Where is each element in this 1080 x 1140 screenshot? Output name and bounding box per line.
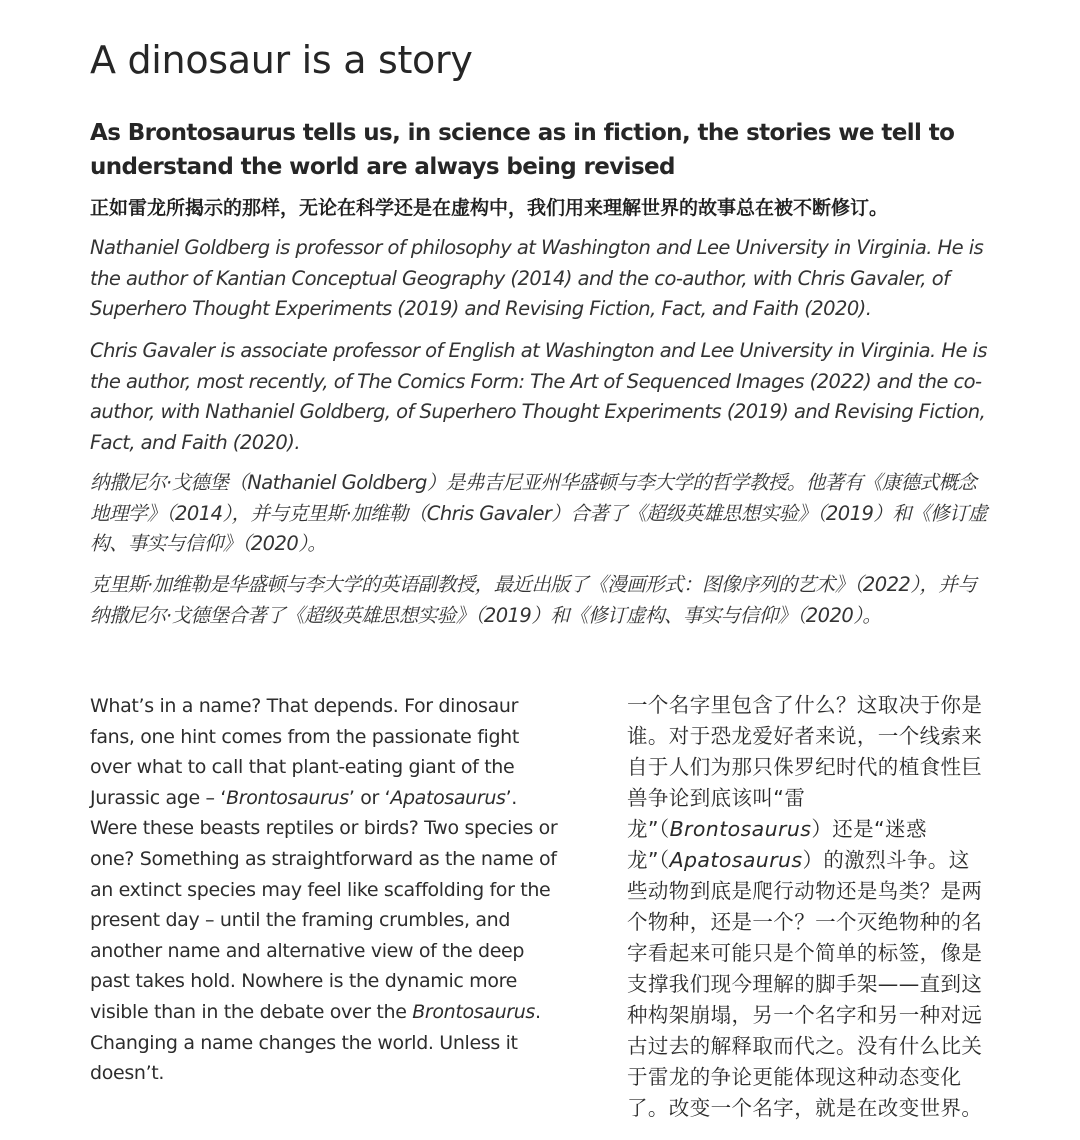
body-text: 一个名字里包含了什么？这取决于你是谁。对于恐龙爱好者来说，一个线索来自于人们为那只侏罗纪时代的植食性巨兽争论到底该叫“雷龙”（ bbox=[627, 693, 983, 841]
body-english-column bbox=[90, 691, 560, 1089]
article-title: A dinosaur is a story bbox=[90, 38, 473, 82]
body-text: ）还是“迷惑龙”（ bbox=[627, 817, 927, 872]
article-subtitle-chinese: 正如雷龙所揭示的那样，无论在科学还是在虚构中，我们用来理解世界的故事总在被不断修订。 bbox=[90, 197, 889, 219]
body-text: ’ or ‘ bbox=[348, 786, 391, 809]
species-name: Brontosaurus bbox=[412, 1000, 535, 1023]
species-name: Brontosaurus bbox=[669, 817, 812, 841]
article-subtitle: As Brontosaurus tells us, in science as in fiction, the stories we tell to understand the world are always being revised bbox=[90, 120, 955, 180]
author-bio-gavaler: Chris Gavaler is associate professor of English at Washington and Lee University in Virginia. He is the author, most recently, of The Comics Form: The Art of Sequenced Images (2022) and the co-author, with Nathaniel Goldberg, of Superhero Thought Experiments (2019) and Revising Fiction, Fact, and Faith (2020). bbox=[90, 339, 988, 454]
body-text: What’s in a name? That depends. For dinosaur fans, one hint comes from the passionate fight over what to call that plant-eating giant of the Jurassic age – ‘ bbox=[90, 695, 519, 809]
species-name: Apatosaurus bbox=[390, 786, 506, 809]
species-name: Apatosaurus bbox=[669, 848, 803, 872]
author-bio-gavaler-chinese: 克里斯·加维勒是华盛顿与李大学的英语副教授，最近出版了《漫画形式：图像序列的艺术》（2022），并与纳撒尼尔·戈德堡合著了《超级英雄思想实验》（2019）和《修订虚构、事实与信仰》（2020）。 bbox=[90, 573, 977, 627]
species-name: Brontosaurus bbox=[226, 786, 349, 809]
body-chinese-column bbox=[627, 690, 987, 1124]
author-bio-goldberg: Nathaniel Goldberg is professor of philosophy at Washington and Lee University in Virginia. He is the author of Kantian Conceptual Geography (2014) and the co-author, with Chris Gavaler, of Superhero Thought Experiments (2019) and Revising Fiction, Fact, and Faith (2020). bbox=[90, 236, 984, 320]
author-bio-goldberg-chinese: 纳撒尼尔·戈德堡（Nathaniel Goldberg）是弗吉尼亚州华盛顿与李大学的哲学教授。他著有《康德式概念地理学》（2014），并与克里斯·加维勒（Chris Gavaler）合著了《超级英雄思想实验》（2019）和《修订虚构、事实与信仰》（2020）。 bbox=[90, 471, 988, 555]
body-text: . Changing a name changes the world. Unless it doesn’t. bbox=[90, 1000, 541, 1085]
body-text: ）的激烈斗争。这些动物到底是爬行动物还是鸟类？是两个物种，还是一个？一个灭绝物种的名字看起来可能只是个简单的标签，像是支撑我们现今理解的脚手架——直到这种构架崩塌，另一个名字和另一种对远古过去的解释取而代之。没有什么比关于雷龙的争论更能体现这种动态变化了。改变一个名字，就是在改变世界。 bbox=[627, 848, 983, 1120]
body-text: ’. Were these beasts reptiles or birds? Two species or one? Something as straightforward as the name of an extinct species may feel like scaffolding for the present day – until the framing crumbles, and another name and alternative view of the deep past takes hold. Nowhere is the dynamic more visible than in the debate over the bbox=[90, 786, 558, 1023]
